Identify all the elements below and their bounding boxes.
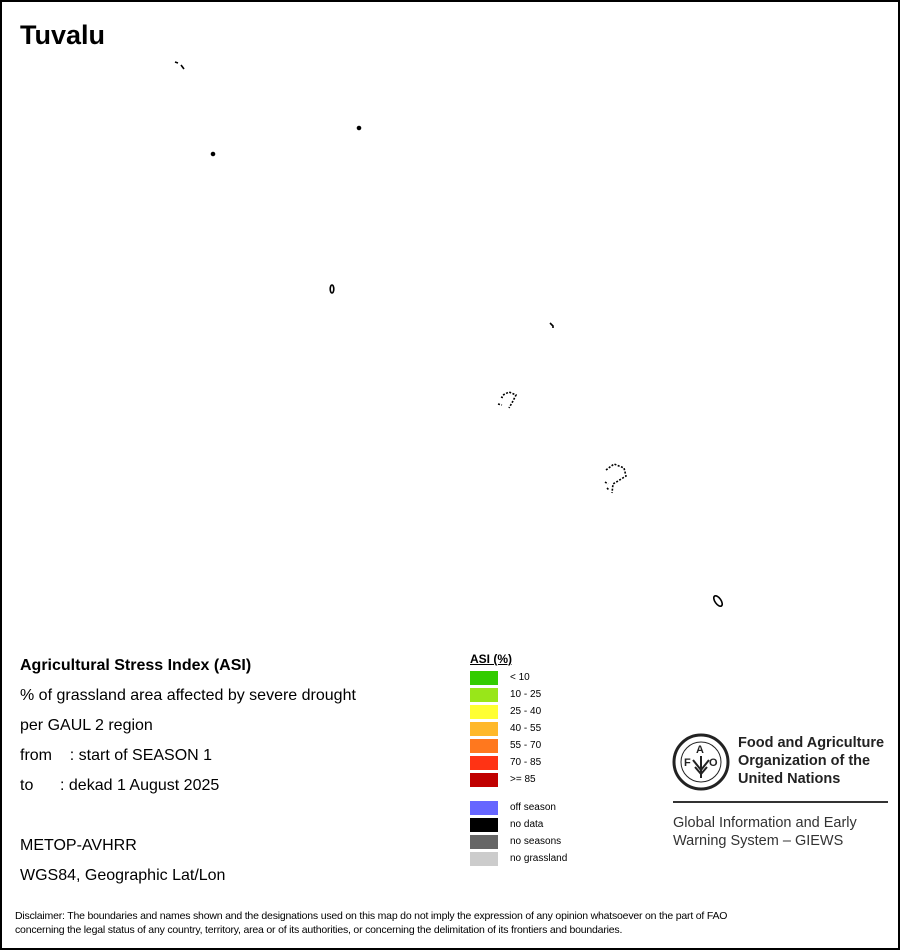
island-nanumea	[175, 62, 184, 69]
fao-name-line: United Nations	[738, 771, 841, 787]
island-nanumanga	[212, 153, 215, 156]
info-region: per GAUL 2 region	[20, 717, 153, 734]
svg-text:O: O	[709, 757, 718, 769]
legend-label: 40 - 55	[510, 723, 542, 734]
legend-swatch	[470, 818, 498, 832]
giews-line: Warning System – GIEWS	[673, 833, 844, 849]
legend-swatch	[470, 756, 498, 770]
svg-text:F: F	[684, 757, 691, 769]
legend-label: < 10	[510, 672, 530, 683]
legend-swatch	[470, 852, 498, 866]
legend-label: 25 - 40	[510, 706, 542, 717]
legend-label: no seasons	[510, 836, 562, 847]
island-niutao	[358, 127, 361, 130]
legend-swatch	[470, 739, 498, 753]
island-nukulaelae	[712, 594, 724, 607]
fao-name-line: Organization of the	[738, 753, 871, 769]
legend-swatch	[470, 705, 498, 719]
fao-name	[738, 734, 884, 788]
legend-swatch	[470, 722, 498, 736]
legend-label: 55 - 70	[510, 740, 542, 751]
disclaimer	[15, 909, 727, 937]
info-from: from : start of SEASON 1	[20, 747, 213, 764]
map-title: Tuvalu	[20, 20, 106, 50]
disclaimer-line: concerning the legal status of any country, territory, area or of its authorities, or concerning the delimitation of its frontiers and boundaries.	[15, 924, 623, 936]
info-sensor: METOP-AVHRR	[20, 837, 137, 854]
legend-label: 10 - 25	[510, 689, 542, 700]
island-nukufetau	[498, 392, 516, 408]
divider	[673, 801, 888, 803]
info-to: to : dekad 1 August 2025	[20, 777, 220, 794]
legend-label: 70 - 85	[510, 757, 542, 768]
giews-line: Global Information and Early	[673, 815, 857, 831]
giews-name	[673, 814, 857, 850]
legend-label: no data	[510, 819, 544, 830]
info-title: Agricultural Stress Index (ASI)	[20, 657, 252, 674]
legend-label: >= 85	[510, 774, 536, 785]
island-nui	[330, 285, 334, 293]
island-vaitupu	[550, 323, 553, 328]
fao-emblem-icon	[671, 732, 731, 792]
legend-label: off season	[510, 802, 556, 813]
legend-title: ASI (%)	[470, 652, 512, 666]
legend-swatch	[470, 688, 498, 702]
info-description: % of grassland area affected by severe drought	[20, 687, 356, 704]
svg-text:A: A	[696, 744, 704, 756]
legend-swatch	[470, 801, 498, 815]
island-funafuti	[605, 464, 626, 493]
legend-swatch	[470, 773, 498, 787]
disclaimer-line: Disclaimer: The boundaries and names shown and the designations used on this map do not imply the expression of any opinion whatsoever on the part of FAO	[15, 910, 728, 922]
legend-swatch	[470, 835, 498, 849]
fao-name-line: Food and Agriculture	[738, 735, 885, 751]
legend-swatch	[470, 671, 498, 685]
info-projection: WGS84, Geographic Lat/Lon	[20, 867, 226, 884]
legend-label: no grassland	[510, 853, 568, 864]
